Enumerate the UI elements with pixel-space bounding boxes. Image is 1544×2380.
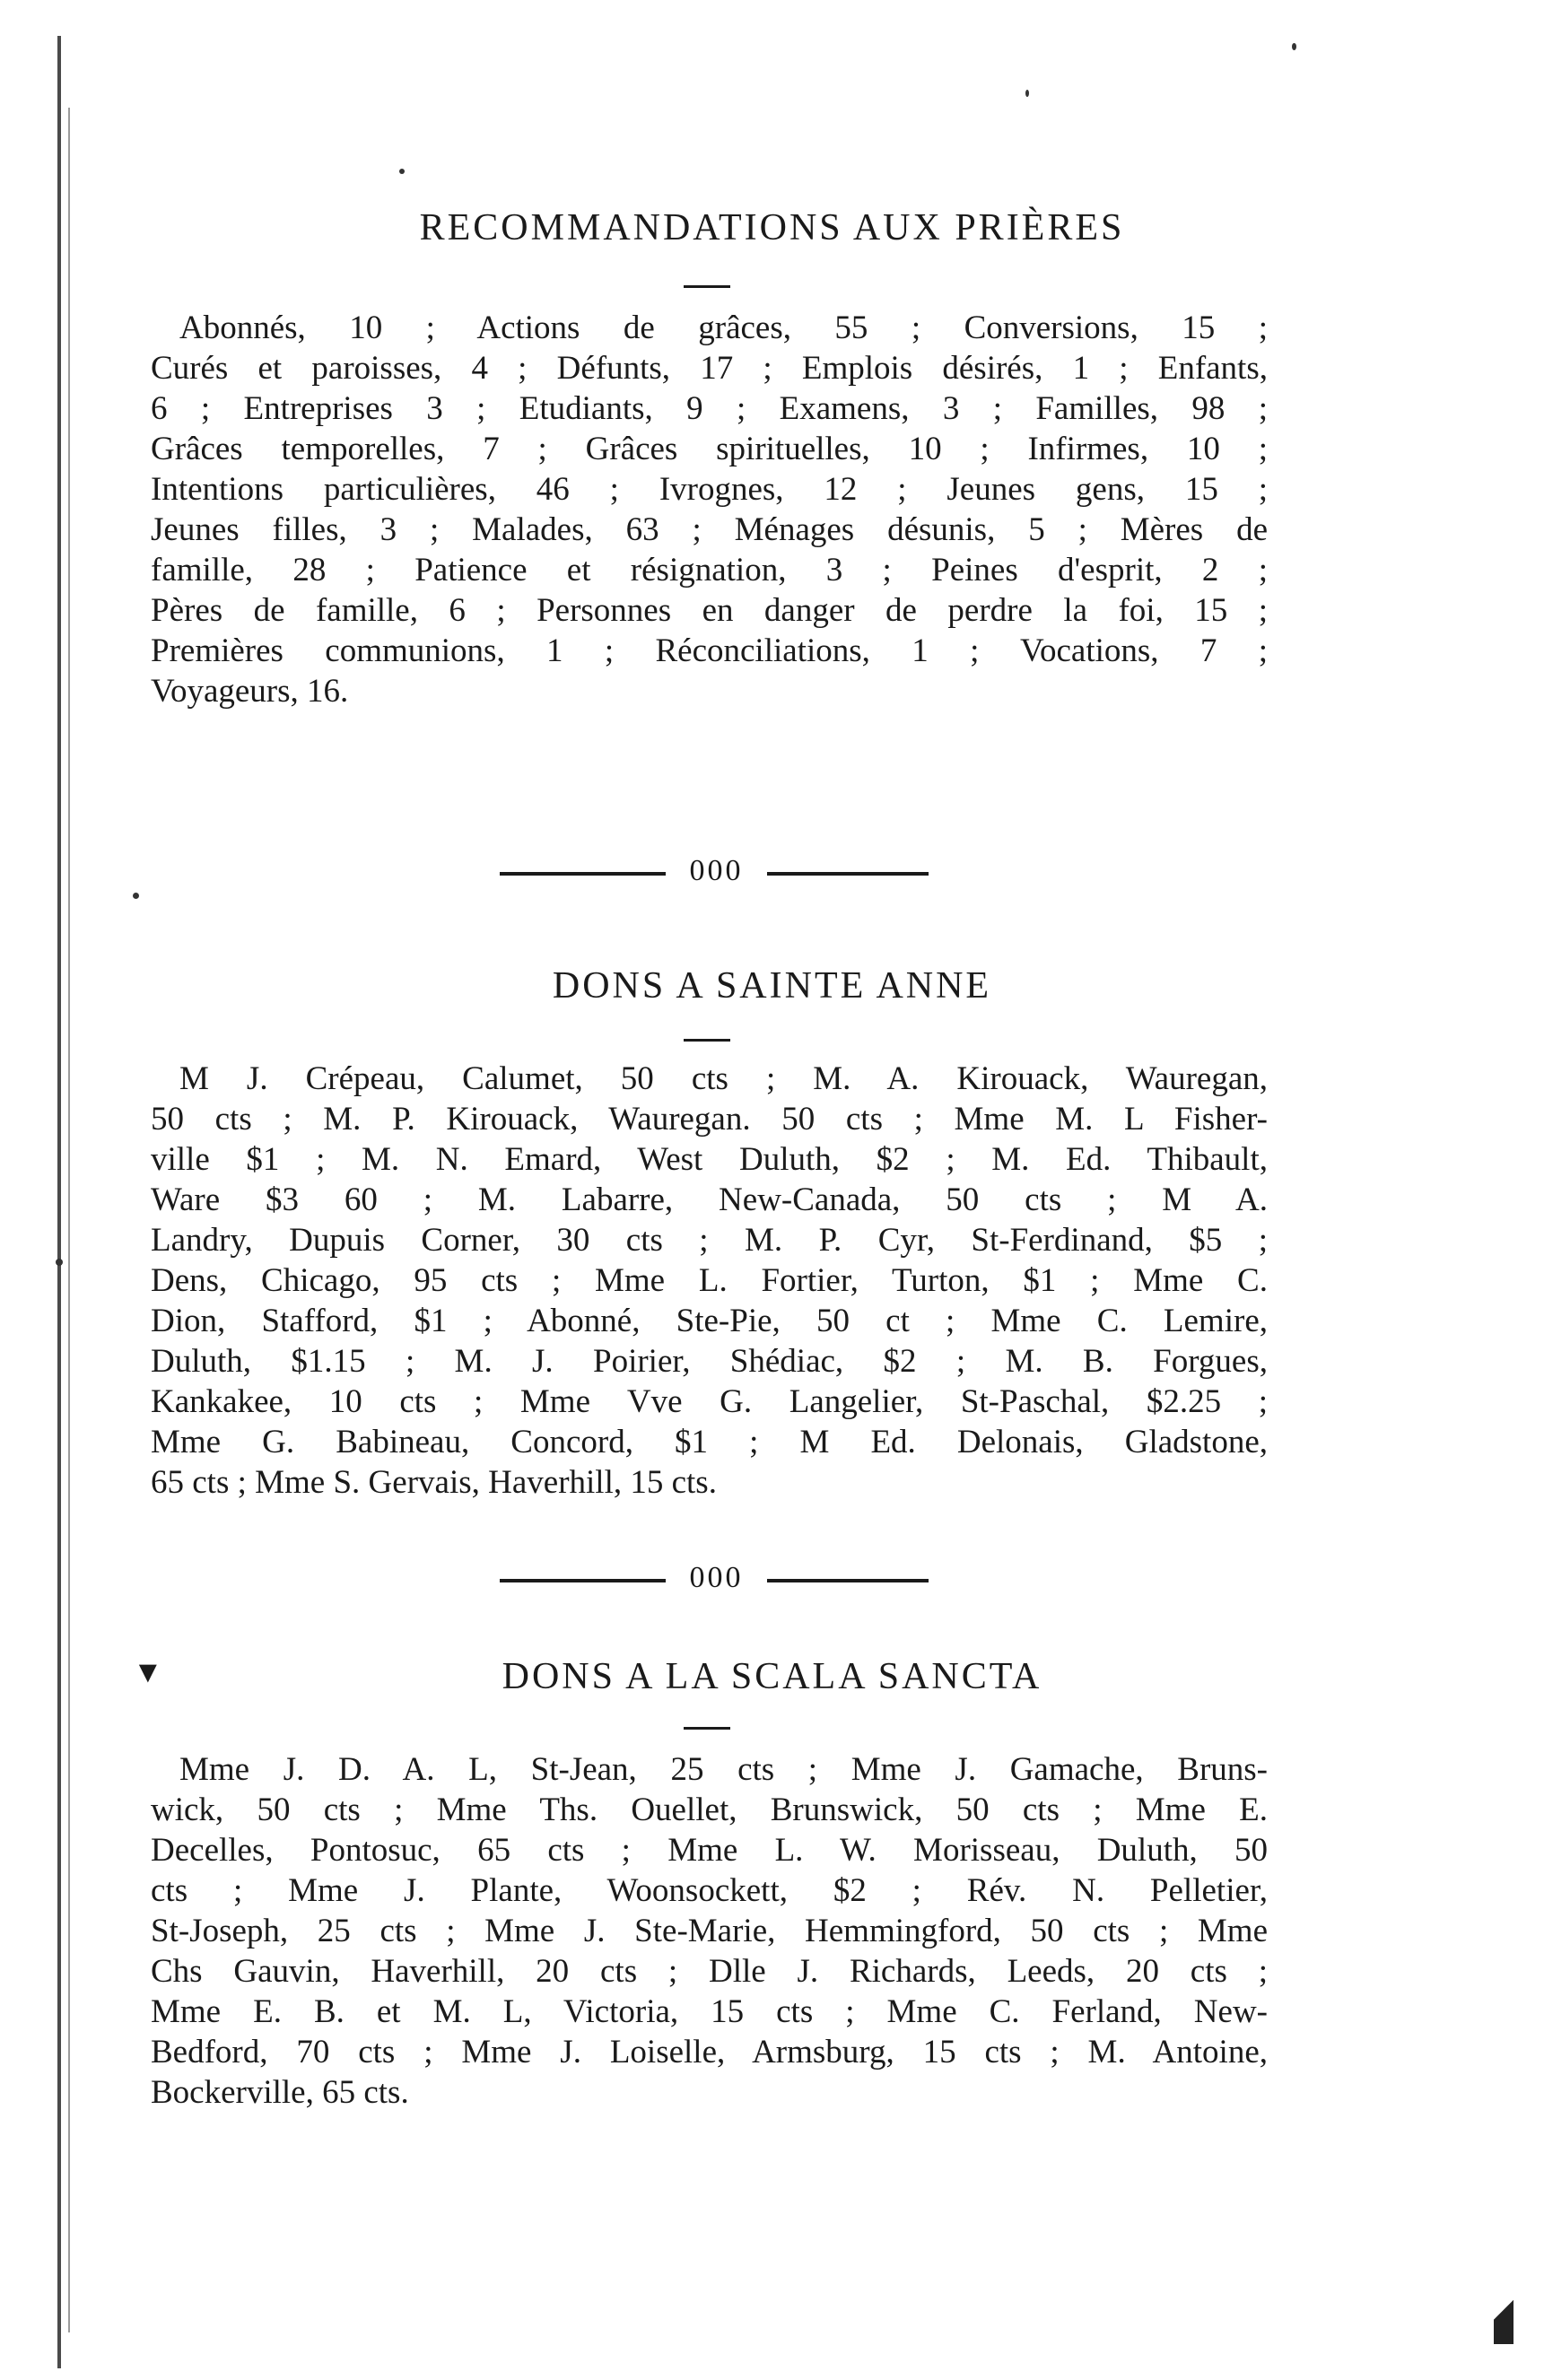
recommandations-paragraph — [151, 308, 1268, 711]
text-line: wick, 50 cts ; Mme Ths. Ouellet, Brunswick, 50 cts ; Mme E. — [151, 1792, 1268, 1828]
text-line: Kankakee, 10 cts ; Mme Vve G. Langelier, St-Paschal, $2.25 ; — [151, 1383, 1268, 1420]
text-line: Premières communions, 1 ; Réconciliations, 1 ; Vocations, 7 ; — [151, 632, 1268, 669]
text-line: Duluth, $1.15 ; M. J. Poirier, Shédiac, $2 ; M. B. Forgues, — [151, 1343, 1268, 1380]
printer-mark-icon: ▼ — [133, 1656, 163, 1689]
separator-rule-left — [500, 872, 666, 876]
text-line: Decelles, Pontosuc, 65 cts ; Mme L. W. Morisseau, Duluth, 50 — [151, 1832, 1268, 1869]
text-line: Mme E. B. et M. L, Victoria, 15 cts ; Mme C. Ferland, New- — [151, 1993, 1268, 2030]
text-line: Mme J. D. A. L, St-Jean, 25 cts ; Mme J. Gamache, Bruns- — [179, 1751, 1268, 1788]
text-line: ville $1 ; M. N. Emard, West Duluth, $2 ; M. Ed. Thibault, — [151, 1141, 1268, 1178]
text-line: Intentions particulières, 46 ; Ivrognes, 12 ; Jeunes gens, 15 ; — [151, 471, 1268, 508]
binding-edge-shadow — [68, 108, 70, 2332]
text-line: Curés et paroisses, 4 ; Défunts, 17 ; Emplois désirés, 1 ; Enfants, — [151, 350, 1268, 387]
title-rule — [684, 1727, 730, 1730]
dons-sainte-anne-paragraph — [151, 1059, 1268, 1503]
text-line: Voyageurs, 16. — [151, 673, 349, 710]
text-line: Pères de famille, 6 ; Personnes en danger de perdre la foi, 15 ; — [151, 592, 1268, 629]
text-line: 65 cts ; Mme S. Gervais, Haverhill, 15 cts. — [151, 1464, 717, 1501]
text-line: Grâces temporelles, 7 ; Grâces spirituelles, 10 ; Infirmes, 10 ; — [151, 431, 1268, 467]
title-rule — [684, 1039, 730, 1042]
separator-mark: 000 — [689, 854, 744, 887]
text-line: Chs Gauvin, Haverhill, 20 cts ; Dlle J. Richards, Leeds, 20 cts ; — [151, 1953, 1268, 1990]
text-line: famille, 28 ; Patience et résignation, 3 ; Peines d'esprit, 2 ; — [151, 552, 1268, 588]
dons-scala-sancta-paragraph — [151, 1749, 1268, 2113]
section-separator — [0, 854, 1544, 890]
text-line: Bedford, 70 cts ; Mme J. Loiselle, Armsburg, 15 cts ; M. Antoine, — [151, 2034, 1268, 2071]
separator-rule-left — [500, 1579, 666, 1582]
separator-mark: 000 — [689, 1561, 744, 1594]
title-rule — [684, 285, 730, 288]
speck — [1025, 90, 1029, 97]
text-line: Mme G. Babineau, Concord, $1 ; M Ed. Delonais, Gladstone, — [151, 1424, 1268, 1460]
section-title-dons-sainte-anne: DONS A SAINTE ANNE — [552, 965, 992, 1007]
speck — [399, 169, 405, 174]
text-line: 50 cts ; M. P. Kirouack, Wauregan. 50 cts ; Mme M. L Fisher- — [151, 1101, 1268, 1138]
speck — [56, 1259, 63, 1266]
binding-edge — [57, 36, 61, 2368]
text-line: Dion, Stafford, $1 ; Abonné, Ste-Pie, 50 ct ; Mme C. Lemire, — [151, 1303, 1268, 1339]
text-line: Ware $3 60 ; M. Labarre, New-Canada, 50 cts ; M A. — [151, 1181, 1268, 1218]
corner-scan-mark — [1494, 2290, 1513, 2344]
section-title-recommandations: RECOMMANDATIONS AUX PRIÈRES — [419, 207, 1125, 248]
speck — [1292, 43, 1296, 50]
text-line: Bockerville, 65 cts. — [151, 2074, 409, 2111]
text-line: M J. Crépeau, Calumet, 50 cts ; M. A. Kirouack, Wauregan, — [179, 1060, 1268, 1097]
text-line: Landry, Dupuis Corner, 30 cts ; M. P. Cyr, St-Ferdinand, $5 ; — [151, 1222, 1268, 1259]
text-line: Abonnés, 10 ; Actions de grâces, 55 ; Conversions, 15 ; — [179, 309, 1268, 346]
text-line: Dens, Chicago, 95 cts ; Mme L. Fortier, Turton, $1 ; Mme C. — [151, 1262, 1268, 1299]
separator-rule-right — [767, 872, 929, 876]
separator-rule-right — [767, 1579, 929, 1582]
section-separator — [0, 1561, 1544, 1597]
text-line: cts ; Mme J. Plante, Woonsockett, $2 ; Rév. N. Pelletier, — [151, 1872, 1268, 1909]
text-line: Jeunes filles, 3 ; Malades, 63 ; Ménages désunis, 5 ; Mères de — [151, 511, 1268, 548]
speck — [133, 893, 139, 899]
text-line: 6 ; Entreprises 3 ; Etudiants, 9 ; Examens, 3 ; Familles, 98 ; — [151, 390, 1268, 427]
section-title-dons-scala-sancta: DONS A LA SCALA SANCTA — [502, 1656, 1042, 1697]
text-line: St-Joseph, 25 cts ; Mme J. Ste-Marie, Hemmingford, 50 cts ; Mme — [151, 1913, 1268, 1949]
